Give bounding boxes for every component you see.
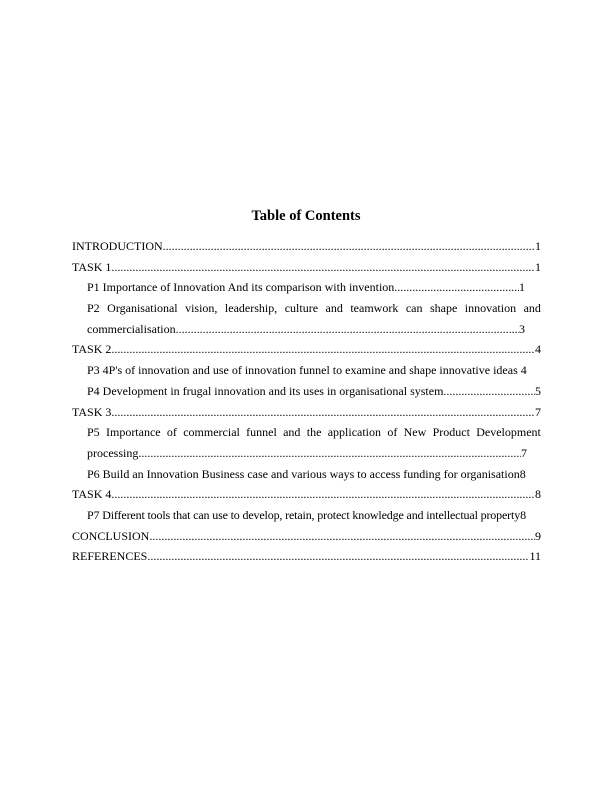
toc-entry-text: INTRODUCTION — [72, 239, 163, 253]
dot-leader — [111, 484, 535, 505]
toc-entry-text: P7 Different tools that can use to develop, retain, protect knowledge and intellectual property — [87, 507, 521, 522]
toc-entry-p4[interactable] — [87, 381, 541, 402]
toc-page-number: 8 — [519, 466, 526, 481]
toc-entry-text-line-1: P2 Organisational vision, leadership, culture and teamwork can shape innovation and — [87, 301, 541, 316]
toc-entry-text: processing — [87, 445, 139, 460]
dot-leader — [111, 257, 535, 278]
toc-entry-p3[interactable] — [87, 360, 541, 381]
dot-leader — [394, 277, 519, 298]
toc-entry-p2[interactable] — [87, 298, 541, 339]
dot-leader — [138, 443, 521, 464]
toc-entry-task-3[interactable] — [72, 402, 541, 423]
toc-entry-text: TASK 1 — [72, 259, 112, 274]
toc-page-number: 7 — [535, 404, 541, 419]
toc-entry-introduction[interactable] — [72, 236, 541, 257]
dot-leader — [149, 526, 535, 547]
toc-entry-task-1[interactable] — [72, 257, 541, 278]
dot-leader — [147, 546, 529, 567]
toc-entry-references[interactable] — [72, 546, 541, 567]
toc-page-number: 3 — [519, 321, 525, 336]
toc-entry-p6[interactable] — [87, 464, 541, 485]
toc-entry-text: commercialisation — [87, 321, 176, 336]
dot-leader — [111, 339, 535, 360]
toc-entry-task-4[interactable] — [72, 484, 541, 505]
toc-entry-p5[interactable] — [87, 422, 541, 463]
toc-entry-text: REFERENCES — [72, 549, 148, 564]
dot-leader — [443, 381, 535, 402]
toc-page-number: 8 — [535, 487, 541, 502]
toc-entry-text: CONCLUSION — [72, 528, 150, 543]
toc-entry-text: P6 Build an Innovation Business case and various ways to access funding for organisation — [87, 466, 520, 481]
toc-entry-text: P3 4P's of innovation and use of innovation funnel to examine and shape innovative ideas — [87, 363, 518, 378]
toc-page-number: 11 — [529, 549, 541, 564]
dot-leader — [176, 319, 519, 340]
toc-page-number: 5 — [535, 383, 541, 398]
table-of-contents — [72, 236, 541, 567]
toc-entry-text: P4 Development in frugal innovation and its uses in organisational system — [87, 383, 444, 398]
toc-title: Table of Contents — [251, 208, 361, 224]
toc-entry-p1[interactable] — [87, 277, 541, 298]
toc-entry-conclusion[interactable] — [72, 526, 541, 547]
toc-entry-text: P1 Importance of Innovation And its comparison with invention — [87, 280, 395, 295]
dot-leader — [111, 402, 535, 423]
toc-page-number: 1 — [535, 259, 541, 274]
toc-page-number: 1 — [535, 239, 541, 253]
toc-entry-text: TASK 3 — [72, 404, 112, 419]
toc-entry-text-line-1: P5 Importance of commercial funnel and the application of New Product Development — [87, 425, 541, 440]
toc-entry-text: TASK 2 — [72, 342, 112, 357]
toc-page-number: 4 — [535, 342, 541, 357]
toc-page-number: 4 — [520, 363, 527, 378]
toc-page-number: 7 — [521, 445, 527, 460]
toc-page-number: 9 — [535, 528, 541, 543]
toc-page-number: 8 — [520, 507, 527, 522]
toc-page-number: 1 — [519, 280, 525, 295]
toc-entry-text: TASK 4 — [72, 487, 112, 502]
dot-leader — [163, 236, 535, 257]
toc-entry-p7[interactable] — [87, 505, 541, 526]
toc-entry-task-2[interactable] — [72, 339, 541, 360]
